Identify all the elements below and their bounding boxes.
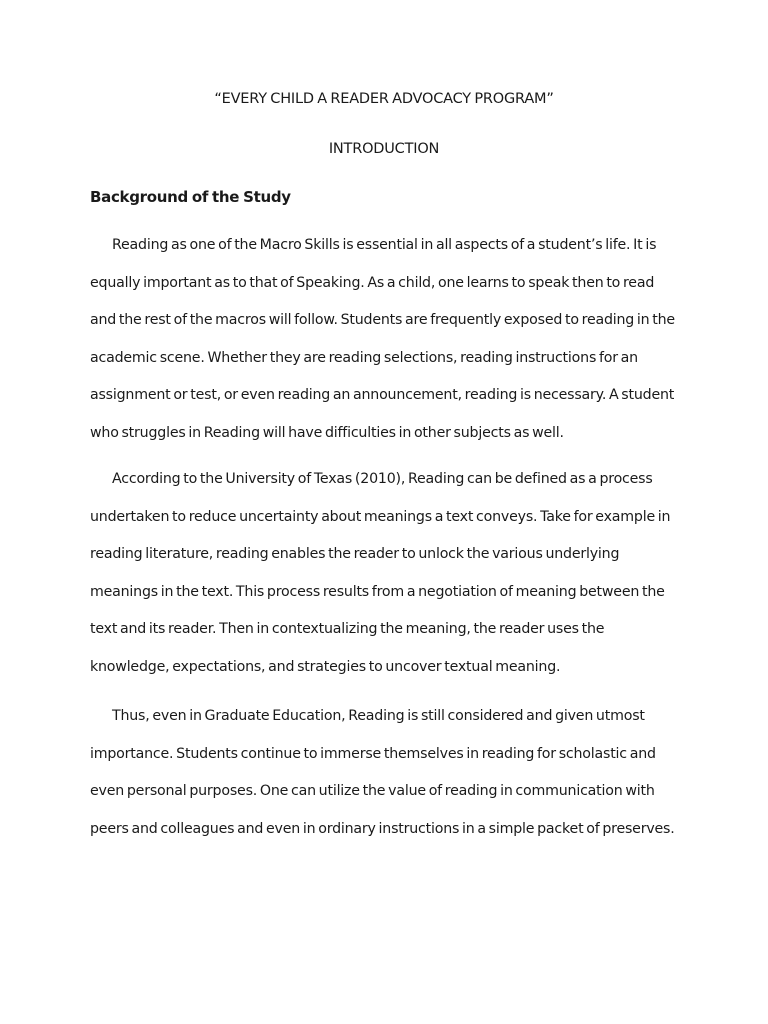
paragraph-3 xyxy=(90,698,690,848)
paragraph-line: text and its reader. Then in contextualizing the meaning, the reader uses the xyxy=(90,621,605,637)
section-heading: INTRODUCTION xyxy=(328,141,440,157)
paragraph-line: reading literature, reading enables the reader to unlock the various underlying xyxy=(90,546,620,562)
paragraph-1 xyxy=(90,227,690,452)
paragraph-line: undertaken to reduce uncertainty about meanings a text conveys. Take for example in xyxy=(90,508,671,525)
paragraph-line: Thus, even in Graduate Education, Reading is still considered and given utmost xyxy=(112,708,645,724)
subsection-heading: Background of the Study xyxy=(90,188,291,206)
paragraph-line: and the rest of the macros will follow. Students are frequently exposed to reading in the xyxy=(90,312,675,328)
paragraph-line: importance. Students continue to immerse themselves in reading for scholastic and xyxy=(90,745,656,762)
paragraph-line: academic scene. Whether they are reading selections, reading instructions for an xyxy=(90,349,638,366)
paragraph-line: even personal purposes. One can utilize the value of reading in communication with xyxy=(90,783,655,799)
paragraph-line: According to the University of Texas (2010), Reading can be defined as a process xyxy=(112,471,653,487)
paragraph-line: meanings in the text. This process results from a negotiation of meaning between the xyxy=(90,583,665,600)
paragraph-line: who struggles in Reading will have difficulties in other subjects as well. xyxy=(90,424,564,441)
paragraph-line: Reading as one of the Macro Skills is essential in all aspects of a student’s life. It is xyxy=(112,237,657,253)
paragraph-line: equally important as to that of Speaking. As a child, one learns to speak then to read xyxy=(90,274,655,291)
paragraph-line: assignment or test, or even reading an announcement, reading is necessary. A student xyxy=(90,387,675,403)
paragraph-line: peers and colleagues and even in ordinary instructions in a simple packet of preserves. xyxy=(90,820,675,837)
paragraph-line: knowledge, expectations, and strategies to uncover textual meaning. xyxy=(90,658,561,675)
document-title: “EVERY CHILD A READER ADVOCACY PROGRAM” xyxy=(214,91,554,107)
paragraph-2 xyxy=(90,461,690,686)
